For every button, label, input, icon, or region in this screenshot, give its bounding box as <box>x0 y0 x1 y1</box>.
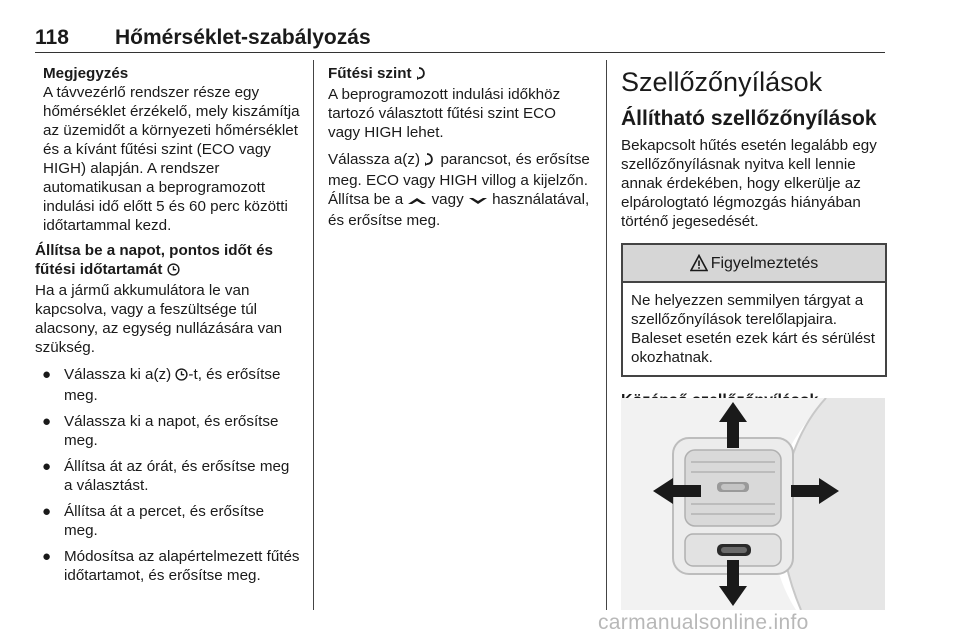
list-item: ● Válassza ki a napot, és erősítse meg. <box>42 413 279 449</box>
paragraph: Bekapcsolt hűtés esetén legalább egy szellőzőnyílásnak nyitva kell lennie annak érdekében, hogy elkerülje az elpárologtató légmozgás hiányában történő jegesedését. <box>621 137 877 230</box>
warning-icon <box>690 254 708 272</box>
warning-header <box>623 245 885 283</box>
warning-title: Figyelmeztetés <box>710 254 819 272</box>
bullet-icon: ● <box>42 458 52 475</box>
section-heading: Állítható szellőzőnyílások <box>621 107 877 130</box>
bullet-icon: ● <box>42 366 52 383</box>
section-heading: Állítsa be a napot, pontos időt és fűtési időtartamát <box>35 241 300 281</box>
paragraph: A beprogramozott indulási időkhöz tartozó választott fűtési szint ECO vagy HIGH lehet. <box>328 86 561 141</box>
heating-level-icon <box>424 152 436 171</box>
page-title: Hőmérséklet-szabályozás <box>115 26 371 49</box>
center-vent-illustration <box>621 398 885 610</box>
rotate-right-icon <box>468 192 488 211</box>
clock-icon <box>167 262 180 281</box>
column-left <box>35 64 300 592</box>
heating-level-icon <box>416 66 428 85</box>
section-heading: Fűtési szint <box>328 64 590 85</box>
warning-text: Ne helyezzen semmilyen tárgyat a szellőzőnyílások terelőlapjaira. Baleset esetén ezek kárt és sérülést okozhatnak. <box>631 292 875 366</box>
paragraph: Ha a jármű akkumulátora le van kapcsolva, vagy a feszültsége túl alacsony, az egység nullázására van szükség. <box>35 282 283 356</box>
warning-box <box>621 243 887 377</box>
clock-icon <box>175 367 188 386</box>
list-item: ● Módosítsa az alapértelmezett fűtés időtartamot, és erősítse meg. <box>42 548 300 584</box>
note-block <box>35 64 300 235</box>
bullet-list <box>35 365 300 585</box>
column-right <box>621 64 885 410</box>
paragraph: Válassza a(z) parancsot, és erősítse meg. ECO vagy HIGH villog a kijelzőn. Állítsa be a vagy használatával, és erősítse meg. <box>328 151 590 229</box>
column-divider <box>606 60 607 610</box>
list-item: ● Állítsa át a percet, és erősítse meg. <box>42 503 265 539</box>
note-text: A távvezérlő rendszer része egy hőmérséklet érzékelő, mely kiszámítja az üzemidőt a környezeti hőmérséklet és a kívánt fűtési szint (ECO vagy HIGH) alapján. A rendszer automatikusan a beprogramozott indulási idő előtt 5 és 60 perc közötti időtartammal kezd. <box>43 84 300 234</box>
bullet-icon: ● <box>42 413 52 430</box>
list-item: ● Állítsa át az órát, és erősítse meg a választást. <box>42 458 290 494</box>
watermark: carmanualsonline.info <box>598 611 809 634</box>
page-number: 118 <box>35 26 69 49</box>
note-title: Megjegyzés <box>43 65 129 82</box>
column-middle <box>328 64 590 230</box>
bullet-icon: ● <box>42 503 52 520</box>
list-item: ● Válassza ki a(z) -t, és erősítse meg. <box>42 366 281 404</box>
page-header <box>35 22 885 53</box>
column-divider <box>313 60 314 610</box>
chapter-heading: Szellőzőnyílások <box>621 67 823 97</box>
bullet-icon: ● <box>42 548 52 565</box>
rotate-left-icon <box>407 192 427 211</box>
